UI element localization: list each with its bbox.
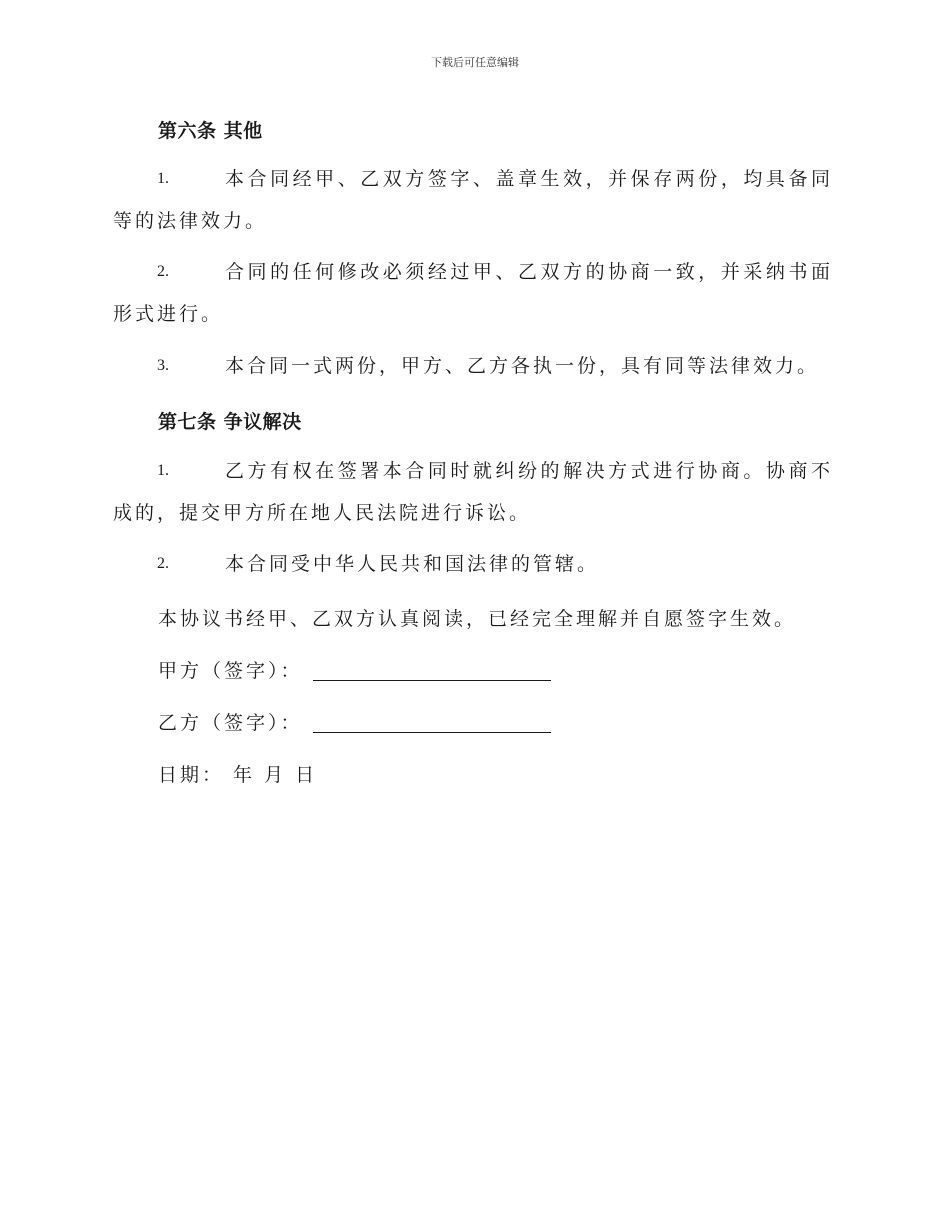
article-6-item-3 <box>113 345 833 387</box>
item-text: 本合同一式两份，甲方、乙方各执一份，具有同等法律效力。 <box>225 355 820 377</box>
item-number: 2. <box>157 555 169 572</box>
header-note: 下载后可任意编辑 <box>431 56 519 69</box>
item-number: 1. <box>157 462 169 479</box>
party-a-signature-line <box>313 660 551 681</box>
item-number: 3. <box>157 357 169 374</box>
article-6-item-1 <box>113 158 833 242</box>
party-b-signature <box>158 708 551 735</box>
item-number: 2. <box>157 263 169 280</box>
closing-statement: 本协议书经甲、乙双方认真阅读，已经完全理解并自愿签字生效。 <box>158 608 797 630</box>
party-a-signature <box>158 656 551 683</box>
item-text: 合同的任何修改必须经过甲、乙双方的协商一致，并采纳书面形式进行。 <box>113 261 833 325</box>
item-text: 本合同经甲、乙双方签字、盖章生效，并保存两份，均具备同等的法律效力。 <box>113 168 833 232</box>
article-6-item-2 <box>113 251 833 335</box>
party-b-label: 乙方（签字）： <box>158 712 303 734</box>
item-number: 1. <box>157 170 169 187</box>
article-7-heading: 第七条 争议解决 <box>158 411 302 433</box>
article-6-heading: 第六条 其他 <box>158 120 263 142</box>
article-7-item-1 <box>113 450 833 534</box>
party-a-label: 甲方（签字）： <box>158 660 303 682</box>
item-text: 乙方有权在签署本合同时就纠纷的解决方式进行协商。协商不成的，提交甲方所在地人民法院进行诉讼。 <box>113 460 833 524</box>
article-7-item-2 <box>113 543 833 585</box>
date-line: 日期： 年 月 日 <box>158 764 318 786</box>
party-b-signature-line <box>313 712 551 733</box>
item-text: 本合同受中华人民共和国法律的管辖。 <box>225 553 600 575</box>
